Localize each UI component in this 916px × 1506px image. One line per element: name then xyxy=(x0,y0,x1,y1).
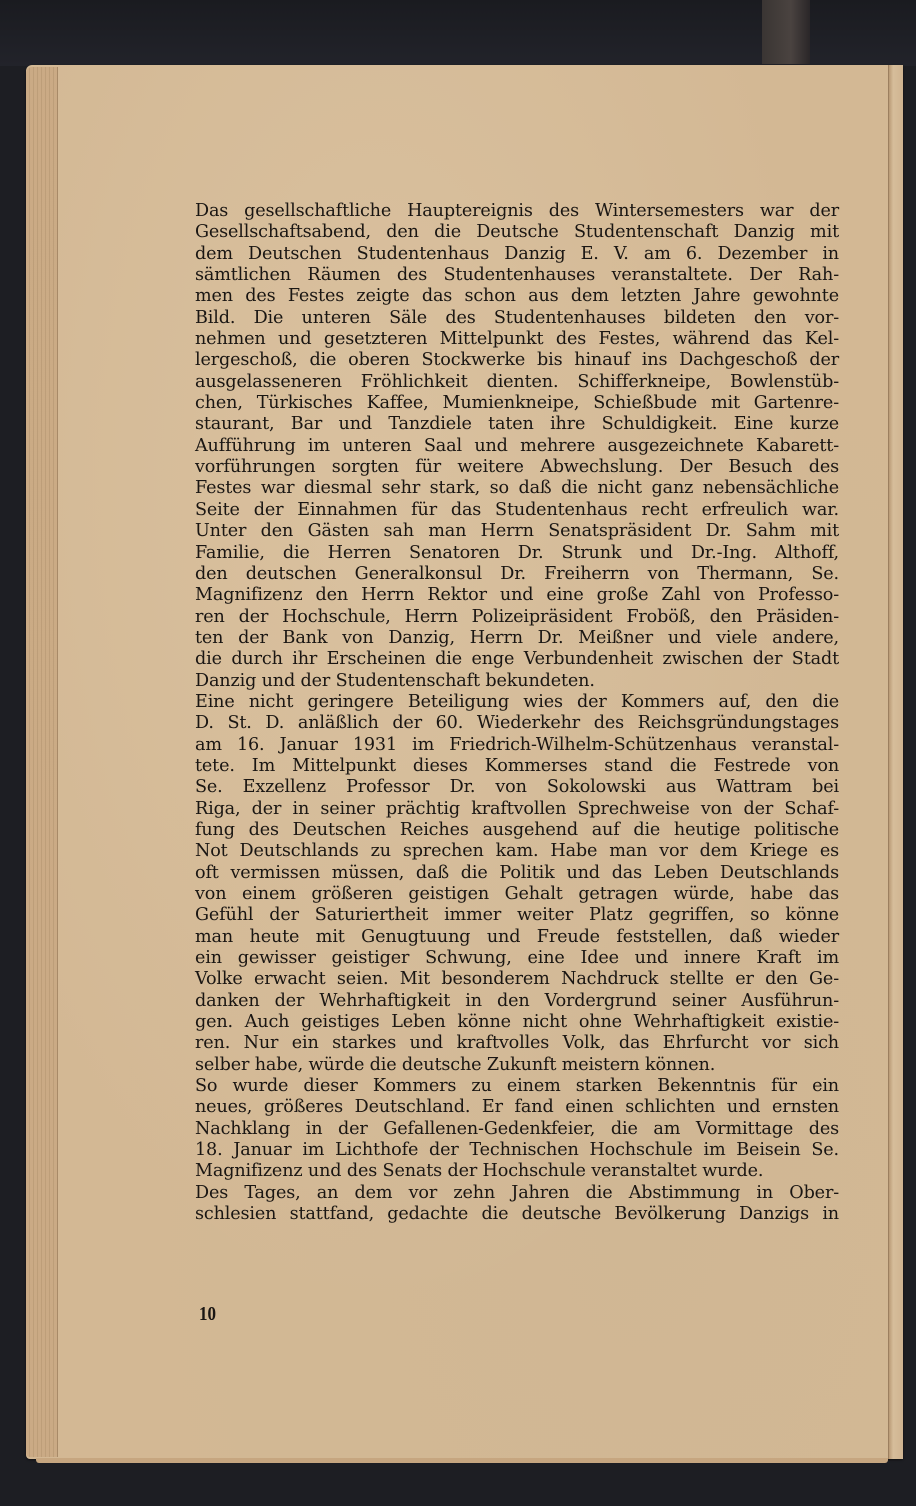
text-line: Not Deutschlands zu sprechen kam. Habe man vor dem Kriege es xyxy=(195,841,839,862)
text-line: dem Deutschen Studentenhaus Danzig E. V. am 6. Dezember in xyxy=(195,243,839,264)
text-line: neues, größeres Deutschland. Er fand einen schlichten und ernsten xyxy=(195,1097,839,1118)
page-number: 10 xyxy=(199,1303,216,1325)
text-line: Riga, der in seiner prächtig kraftvollen Sprechweise von der Schaf- xyxy=(195,798,839,819)
text-line: Aufführung im unteren Saal und mehrere ausgezeichnete Kabarett- xyxy=(195,435,839,456)
text-line: Bild. Die unteren Säle des Studentenhauses bildeten den vor- xyxy=(195,307,839,328)
text-line: nehmen und gesetzteren Mittelpunkt des Festes, während das Kel- xyxy=(195,329,839,350)
paragraph xyxy=(195,201,839,692)
page-bottom-edge xyxy=(36,1458,888,1463)
text-line: D. St. D. anläßlich der 60. Wiederkehr des Reichsgründungstages xyxy=(195,713,839,734)
text-line: Festes war diesmal sehr stark, so daß die nicht ganz nebensächliche xyxy=(195,478,839,499)
text-line: fung des Deutschen Reiches ausgehend auf die heutige politische xyxy=(195,819,839,840)
paragraph xyxy=(195,692,839,1076)
text-line: am 16. Januar 1931 im Friedrich-Wilhelm-Schützenhaus veranstal- xyxy=(195,734,839,755)
text-line: man heute mit Genugtuung und Freude feststellen, daß wieder xyxy=(195,926,839,947)
text-line: ten der Bank von Danzig, Herrn Dr. Meißner und viele andere, xyxy=(195,627,839,648)
text-line: die durch ihr Erscheinen die enge Verbundenheit zwischen der Stadt xyxy=(195,649,839,670)
text-line: Danzig und der Studentenschaft bekundeten. xyxy=(195,670,595,691)
text-line: Volke erwacht seien. Mit besonderem Nachdruck stellte er den Ge- xyxy=(195,969,839,990)
scanner-clamp xyxy=(762,0,810,64)
text-line: men des Festes zeigte das schon aus dem letzten Jahre gewohnte xyxy=(195,286,839,307)
text-line: gen. Auch geistiges Leben könne nicht ohne Wehrhaftigkeit existie- xyxy=(195,1012,839,1033)
text-line: Magnifizenz den Herrn Rektor und eine große Zahl von Professo- xyxy=(195,585,839,606)
text-line: selber habe, würde die deutsche Zukunft meistern können. xyxy=(195,1054,716,1075)
text-line: sämtlichen Räumen des Studentenhauses veranstaltete. Der Rah- xyxy=(195,265,839,286)
paragraph xyxy=(195,1183,839,1226)
text-line: Se. Exzellenz Professor Dr. von Sokolowski aus Wattram bei xyxy=(195,777,839,798)
text-line: tete. Im Mittelpunkt dieses Kommerses stand die Festrede von xyxy=(195,755,839,776)
text-line: vorführungen sorgten für weitere Abwechslung. Der Besuch des xyxy=(195,457,839,478)
text-line: von einem größeren geistigen Gehalt getragen würde, habe das xyxy=(195,884,839,904)
text-line: den deutschen Generalkonsul Dr. Freiherrn von Thermann, Se. xyxy=(195,563,839,584)
page-fold-edge xyxy=(888,65,903,1459)
body-text xyxy=(195,201,839,1226)
text-line: Gesellschaftsabend, den die Deutsche Studentenschaft Danzig mit xyxy=(195,222,839,243)
text-line: Das gesellschaftliche Hauptereignis des Wintersemesters war der xyxy=(195,201,839,221)
text-line: Seite der Einnahmen für das Studentenhaus recht erfreulich war. xyxy=(195,499,839,520)
text-line: Magnifizenz und des Senats der Hochschule veranstaltet wurde. xyxy=(195,1161,764,1182)
text-line: danken der Wehrhaftigkeit in den Vordergrund seiner Ausführun- xyxy=(195,990,839,1011)
text-line: ren der Hochschule, Herrn Polizeipräsident Froböß, den Präsiden- xyxy=(195,606,839,627)
page-stack-edges xyxy=(26,67,58,1457)
text-line: So wurde dieser Kommers zu einem starken Bekenntnis für ein xyxy=(195,1076,839,1097)
text-line: 18. Januar im Lichthofe der Technischen Hochschule im Beisein Se. xyxy=(195,1140,839,1161)
paragraph xyxy=(195,1076,839,1183)
text-line: Gefühl der Saturiertheit immer weiter Platz gegriffen, so könne xyxy=(195,905,839,926)
text-line: chen, Türkisches Kaffee, Mumienkneipe, Schießbude mit Gartenre- xyxy=(195,393,839,414)
text-line: Unter den Gästen sah man Herrn Senatspräsident Dr. Sahm mit xyxy=(195,521,839,542)
text-line: lergeschoß, die oberen Stockwerke bis hinauf ins Dachgeschoß der xyxy=(195,350,839,371)
text-line: Eine nicht geringere Beteiligung wies der Kommers auf, den die xyxy=(195,691,839,712)
text-line: schlesien stattfand, gedachte die deutsche Bevölkerung Danzigs in xyxy=(195,1204,839,1225)
text-line: ren. Nur ein starkes und kraftvolles Volk, das Ehrfurcht vor sich xyxy=(195,1033,839,1054)
text-line: staurant, Bar und Tanzdiele taten ihre Schuldigkeit. Eine kurze xyxy=(195,414,839,435)
text-line: oft vermissen müssen, daß die Politik und das Leben Deutschlands xyxy=(195,862,839,883)
text-line: Nachklang in der Gefallenen-Gedenkfeier, die am Vormittage des xyxy=(195,1118,839,1139)
text-line: ein gewisser geistiger Schwung, eine Idee und innere Kraft im xyxy=(195,948,839,969)
text-line: ausgelasseneren Fröhlichkeit dienten. Schifferkneipe, Bowlenstüb- xyxy=(195,371,839,392)
spine-line xyxy=(57,67,58,1457)
text-line: Des Tages, an dem vor zehn Jahren die Abstimmung in Ober- xyxy=(195,1182,839,1203)
text-line: Familie, die Herren Senatoren Dr. Strunk und Dr.-Ing. Althoff, xyxy=(195,542,839,563)
